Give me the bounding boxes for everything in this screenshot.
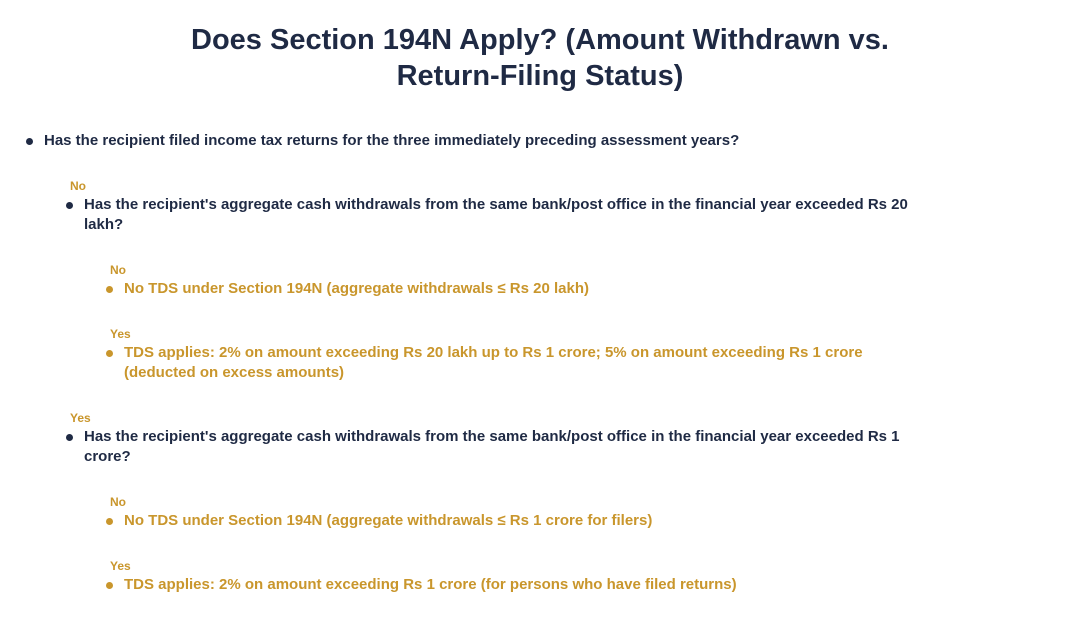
outcome-no-no xyxy=(106,279,948,299)
bullet-icon xyxy=(26,138,33,145)
bullet-icon xyxy=(106,350,113,357)
branch-label-yes: Yes xyxy=(70,411,91,425)
branch-label-yes-no: No xyxy=(110,495,126,509)
bullet-icon xyxy=(106,518,113,525)
bullet-icon xyxy=(66,202,73,209)
bullet-icon xyxy=(106,286,113,293)
root-question xyxy=(26,131,926,151)
yes-branch-question xyxy=(66,427,948,467)
title-line-1: Does Section 194N Apply? (Amount Withdrawn vs. xyxy=(191,24,889,56)
outcome-yes-yes-text: TDS applies: 2% on amount exceeding Rs 1 crore (for persons who have filed returns) xyxy=(124,576,737,593)
branch-label-no-yes: Yes xyxy=(110,327,131,341)
bullet-icon xyxy=(106,582,113,589)
bullet-icon xyxy=(66,434,73,441)
no-branch-question xyxy=(66,195,948,235)
branch-label-yes-yes: Yes xyxy=(110,559,131,573)
outcome-yes-no-text: No TDS under Section 194N (aggregate withdrawals ≤ Rs 1 crore for filers) xyxy=(124,512,653,529)
branch-label-no: No xyxy=(70,179,86,193)
outcome-yes-no xyxy=(106,511,948,531)
yes-branch-question-text: Has the recipient's aggregate cash withdrawals from the same bank/post office in the financial year exceeded Rs 1 crore? xyxy=(84,428,900,465)
outcome-no-yes xyxy=(106,343,928,383)
branch-label-no-no: No xyxy=(110,263,126,277)
outcome-no-yes-text: TDS applies: 2% on amount exceeding Rs 20 lakh up to Rs 1 crore; 5% on amount exceeding Rs 1 crore (deducted on excess amounts) xyxy=(124,344,863,381)
page-title xyxy=(0,22,1080,94)
title-line-2: Return-Filing Status) xyxy=(396,60,684,92)
outcome-no-no-text: No TDS under Section 194N (aggregate withdrawals ≤ Rs 20 lakh) xyxy=(124,280,590,297)
root-question-text: Has the recipient filed income tax returns for the three immediately preceding assessment years? xyxy=(44,132,740,149)
no-branch-question-text: Has the recipient's aggregate cash withdrawals from the same bank/post office in the financial year exceeded Rs 20 lakh? xyxy=(84,196,908,233)
outcome-yes-yes xyxy=(106,575,948,595)
